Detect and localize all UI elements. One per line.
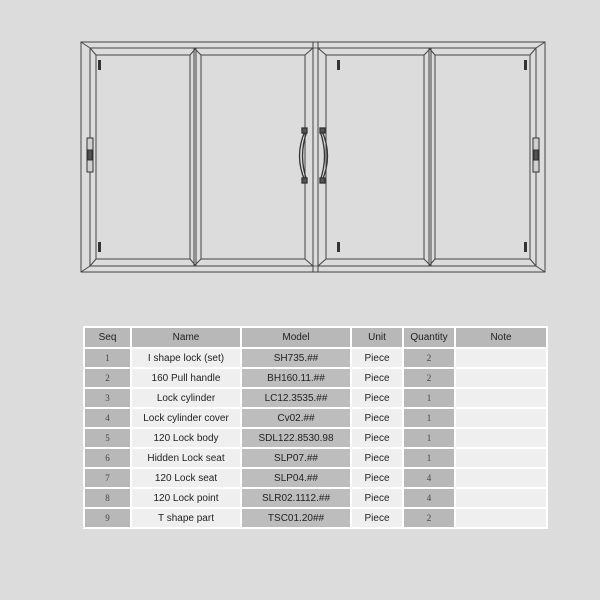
cell-name: I shape lock (set) xyxy=(132,349,240,367)
cell-note xyxy=(456,369,546,387)
cell-unit: Piece xyxy=(352,349,402,367)
cell-note xyxy=(456,409,546,427)
header-model: Model xyxy=(242,328,350,347)
cell-model: SDL122.8530.98 xyxy=(242,429,350,447)
cell-name: Lock cylinder cover xyxy=(132,409,240,427)
cell-seq: 7 xyxy=(85,469,130,487)
cell-unit: Piece xyxy=(352,429,402,447)
cell-quantity: 4 xyxy=(404,489,454,507)
table-row xyxy=(85,349,546,367)
cell-seq: 2 xyxy=(85,369,130,387)
table-row xyxy=(85,469,546,487)
cell-name: 120 Lock point xyxy=(132,489,240,507)
cell-note xyxy=(456,389,546,407)
cell-name: 160 Pull handle xyxy=(132,369,240,387)
table-row xyxy=(85,369,546,387)
header-quantity: Quantity xyxy=(404,328,454,347)
cell-model: SLR02.1112.## xyxy=(242,489,350,507)
cell-name: Lock cylinder xyxy=(132,389,240,407)
cell-note xyxy=(456,429,546,447)
cell-quantity: 1 xyxy=(404,389,454,407)
table-header-row xyxy=(85,328,546,347)
cell-unit: Piece xyxy=(352,409,402,427)
right-door-panels xyxy=(318,48,536,266)
cell-model: SLP04.## xyxy=(242,469,350,487)
cell-note xyxy=(456,469,546,487)
cell-quantity: 2 xyxy=(404,369,454,387)
cell-seq: 4 xyxy=(85,409,130,427)
cell-name: 120 Lock seat xyxy=(132,469,240,487)
cell-quantity: 2 xyxy=(404,349,454,367)
cell-model: TSC01.20## xyxy=(242,509,350,527)
table-row xyxy=(85,509,546,527)
cell-seq: 1 xyxy=(85,349,130,367)
cell-name: T shape part xyxy=(132,509,240,527)
parts-table xyxy=(83,326,548,529)
table-row xyxy=(85,389,546,407)
cell-model: SLP07.## xyxy=(242,449,350,467)
table-row xyxy=(85,489,546,507)
cell-unit: Piece xyxy=(352,469,402,487)
cell-name: Hidden Lock seat xyxy=(132,449,240,467)
cell-seq: 5 xyxy=(85,429,130,447)
cell-quantity: 1 xyxy=(404,429,454,447)
cell-model: SH735.## xyxy=(242,349,350,367)
cell-note xyxy=(456,349,546,367)
cell-quantity: 4 xyxy=(404,469,454,487)
header-seq: Seq xyxy=(85,328,130,347)
cell-unit: Piece xyxy=(352,369,402,387)
header-unit: Unit xyxy=(352,328,402,347)
left-door-panels xyxy=(90,48,313,266)
header-name: Name xyxy=(132,328,240,347)
cell-unit: Piece xyxy=(352,389,402,407)
table-row xyxy=(85,449,546,467)
cell-seq: 3 xyxy=(85,389,130,407)
cell-quantity: 2 xyxy=(404,509,454,527)
cell-quantity: 1 xyxy=(404,409,454,427)
cell-seq: 6 xyxy=(85,449,130,467)
cell-seq: 9 xyxy=(85,509,130,527)
table-row xyxy=(85,429,546,447)
cell-model: Cv02.## xyxy=(242,409,350,427)
table-row xyxy=(85,409,546,427)
cell-name: 120 Lock body xyxy=(132,429,240,447)
cell-unit: Piece xyxy=(352,509,402,527)
cell-quantity: 1 xyxy=(404,449,454,467)
cell-note xyxy=(456,509,546,527)
header-note: Note xyxy=(456,328,546,347)
cell-unit: Piece xyxy=(352,449,402,467)
cell-unit: Piece xyxy=(352,489,402,507)
cell-model: LC12.3535.## xyxy=(242,389,350,407)
cell-note xyxy=(456,489,546,507)
cell-seq: 8 xyxy=(85,489,130,507)
cell-model: BH160.11.## xyxy=(242,369,350,387)
cell-note xyxy=(456,449,546,467)
